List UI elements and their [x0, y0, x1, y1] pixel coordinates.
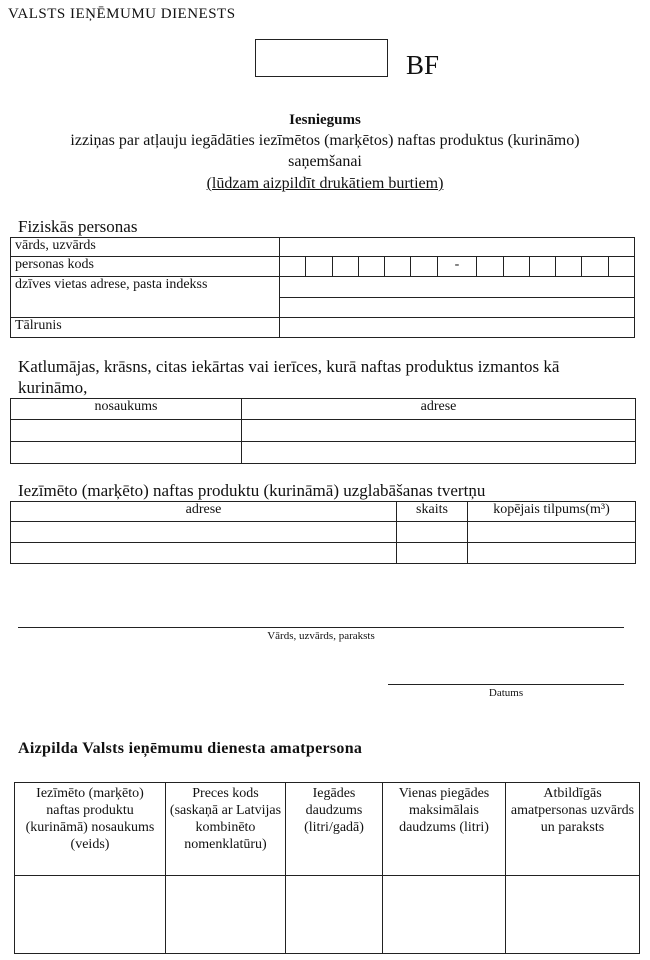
official-col-product: Iezīmēto (marķēto) naftas produktu (kurināmā) nosaukums (veids)	[15, 783, 166, 876]
storage-col-count: skaits	[397, 502, 468, 522]
official-heading: Aizpilda Valsts ieņēmumu dienesta amatpersona	[18, 740, 363, 757]
equipment-col-address: adrese	[242, 399, 636, 420]
id-digit[interactable]	[477, 257, 503, 277]
equipment-heading-2: kurināmo,	[18, 378, 88, 397]
storage-heading: Iezīmēto (marķēto) naftas produktu (kurināmā) uzglabāšanas tvertņu	[18, 481, 486, 500]
official-col-quantity: Iegādes daudzums (litri/gadā)	[286, 783, 383, 876]
equipment-table	[10, 398, 636, 464]
storage-col-address: adrese	[11, 502, 397, 522]
fill-instruction: (lūdzam aizpildīt drukātiem burtiem)	[206, 175, 444, 192]
phone-field[interactable]	[280, 318, 635, 338]
person-heading: Fiziskās personas	[18, 217, 138, 236]
id-digit[interactable]	[411, 257, 437, 277]
official-responsible-cell[interactable]	[506, 876, 640, 954]
equipment-name-cell[interactable]	[11, 442, 242, 464]
storage-count-cell[interactable]	[397, 543, 468, 564]
title-line-2: saņemšanai	[288, 153, 362, 170]
id-digit[interactable]	[358, 257, 384, 277]
signature-caption: Vārds, uzvārds, paraksts	[267, 630, 375, 642]
equipment-address-cell[interactable]	[242, 442, 636, 464]
id-digit[interactable]	[529, 257, 555, 277]
phone-label: Tālrunis	[11, 318, 280, 338]
storage-volume-cell[interactable]	[468, 543, 636, 564]
form-code-box[interactable]	[255, 39, 388, 77]
address-label: dzīves vietas adrese, pasta indekss	[11, 277, 280, 318]
signature-line[interactable]	[18, 627, 624, 628]
official-quantity-cell[interactable]	[286, 876, 383, 954]
name-field[interactable]	[280, 238, 635, 257]
address-field-2[interactable]	[280, 298, 635, 318]
form-title: Iesniegums	[289, 112, 361, 128]
storage-address-cell[interactable]	[11, 543, 397, 564]
official-table	[14, 782, 640, 954]
address-field-1[interactable]	[280, 277, 635, 298]
equipment-name-cell[interactable]	[11, 420, 242, 442]
id-digit[interactable]	[385, 257, 411, 277]
id-digit[interactable]	[582, 257, 608, 277]
date-line[interactable]	[388, 684, 624, 685]
name-label: vārds, uzvārds	[11, 238, 280, 257]
official-product-cell[interactable]	[15, 876, 166, 954]
title-line-1: izziņas par atļauju iegādāties iezīmētos (marķētos) naftas produktus (kurināmo)	[70, 132, 580, 149]
storage-address-cell[interactable]	[11, 522, 397, 543]
official-col-code: Preces kods (saskaņā ar Latvijas kombinēto nomenklatūru)	[166, 783, 286, 876]
official-col-max-delivery: Vienas piegādes maksimālais daudzums (litri)	[383, 783, 506, 876]
official-max-delivery-cell[interactable]	[383, 876, 506, 954]
id-digit[interactable]	[556, 257, 582, 277]
storage-col-volume: kopējais tilpums(m³)	[468, 502, 636, 522]
id-digit[interactable]	[280, 257, 306, 277]
storage-count-cell[interactable]	[397, 522, 468, 543]
storage-table	[10, 501, 636, 564]
equipment-address-cell[interactable]	[242, 420, 636, 442]
id-digit[interactable]	[503, 257, 529, 277]
id-label: personas kods	[11, 257, 280, 277]
id-digit[interactable]	[306, 257, 332, 277]
date-caption: Datums	[488, 687, 524, 699]
equipment-heading-1: Katlumājas, krāsns, citas iekārtas vai ierīces, kurā naftas produktus izmantos kā	[18, 357, 560, 376]
official-code-cell[interactable]	[166, 876, 286, 954]
id-separator: -	[437, 257, 477, 277]
id-digit[interactable]	[332, 257, 358, 277]
person-table	[10, 237, 635, 338]
form-code: BF	[406, 50, 440, 80]
equipment-col-name: nosaukums	[11, 399, 242, 420]
official-col-responsible: Atbildīgās amatpersonas uzvārds un paraksts	[506, 783, 640, 876]
storage-volume-cell[interactable]	[468, 522, 636, 543]
agency-name: VALSTS IEŅĒMUMU DIENESTS	[8, 6, 236, 22]
id-digit[interactable]	[608, 257, 634, 277]
